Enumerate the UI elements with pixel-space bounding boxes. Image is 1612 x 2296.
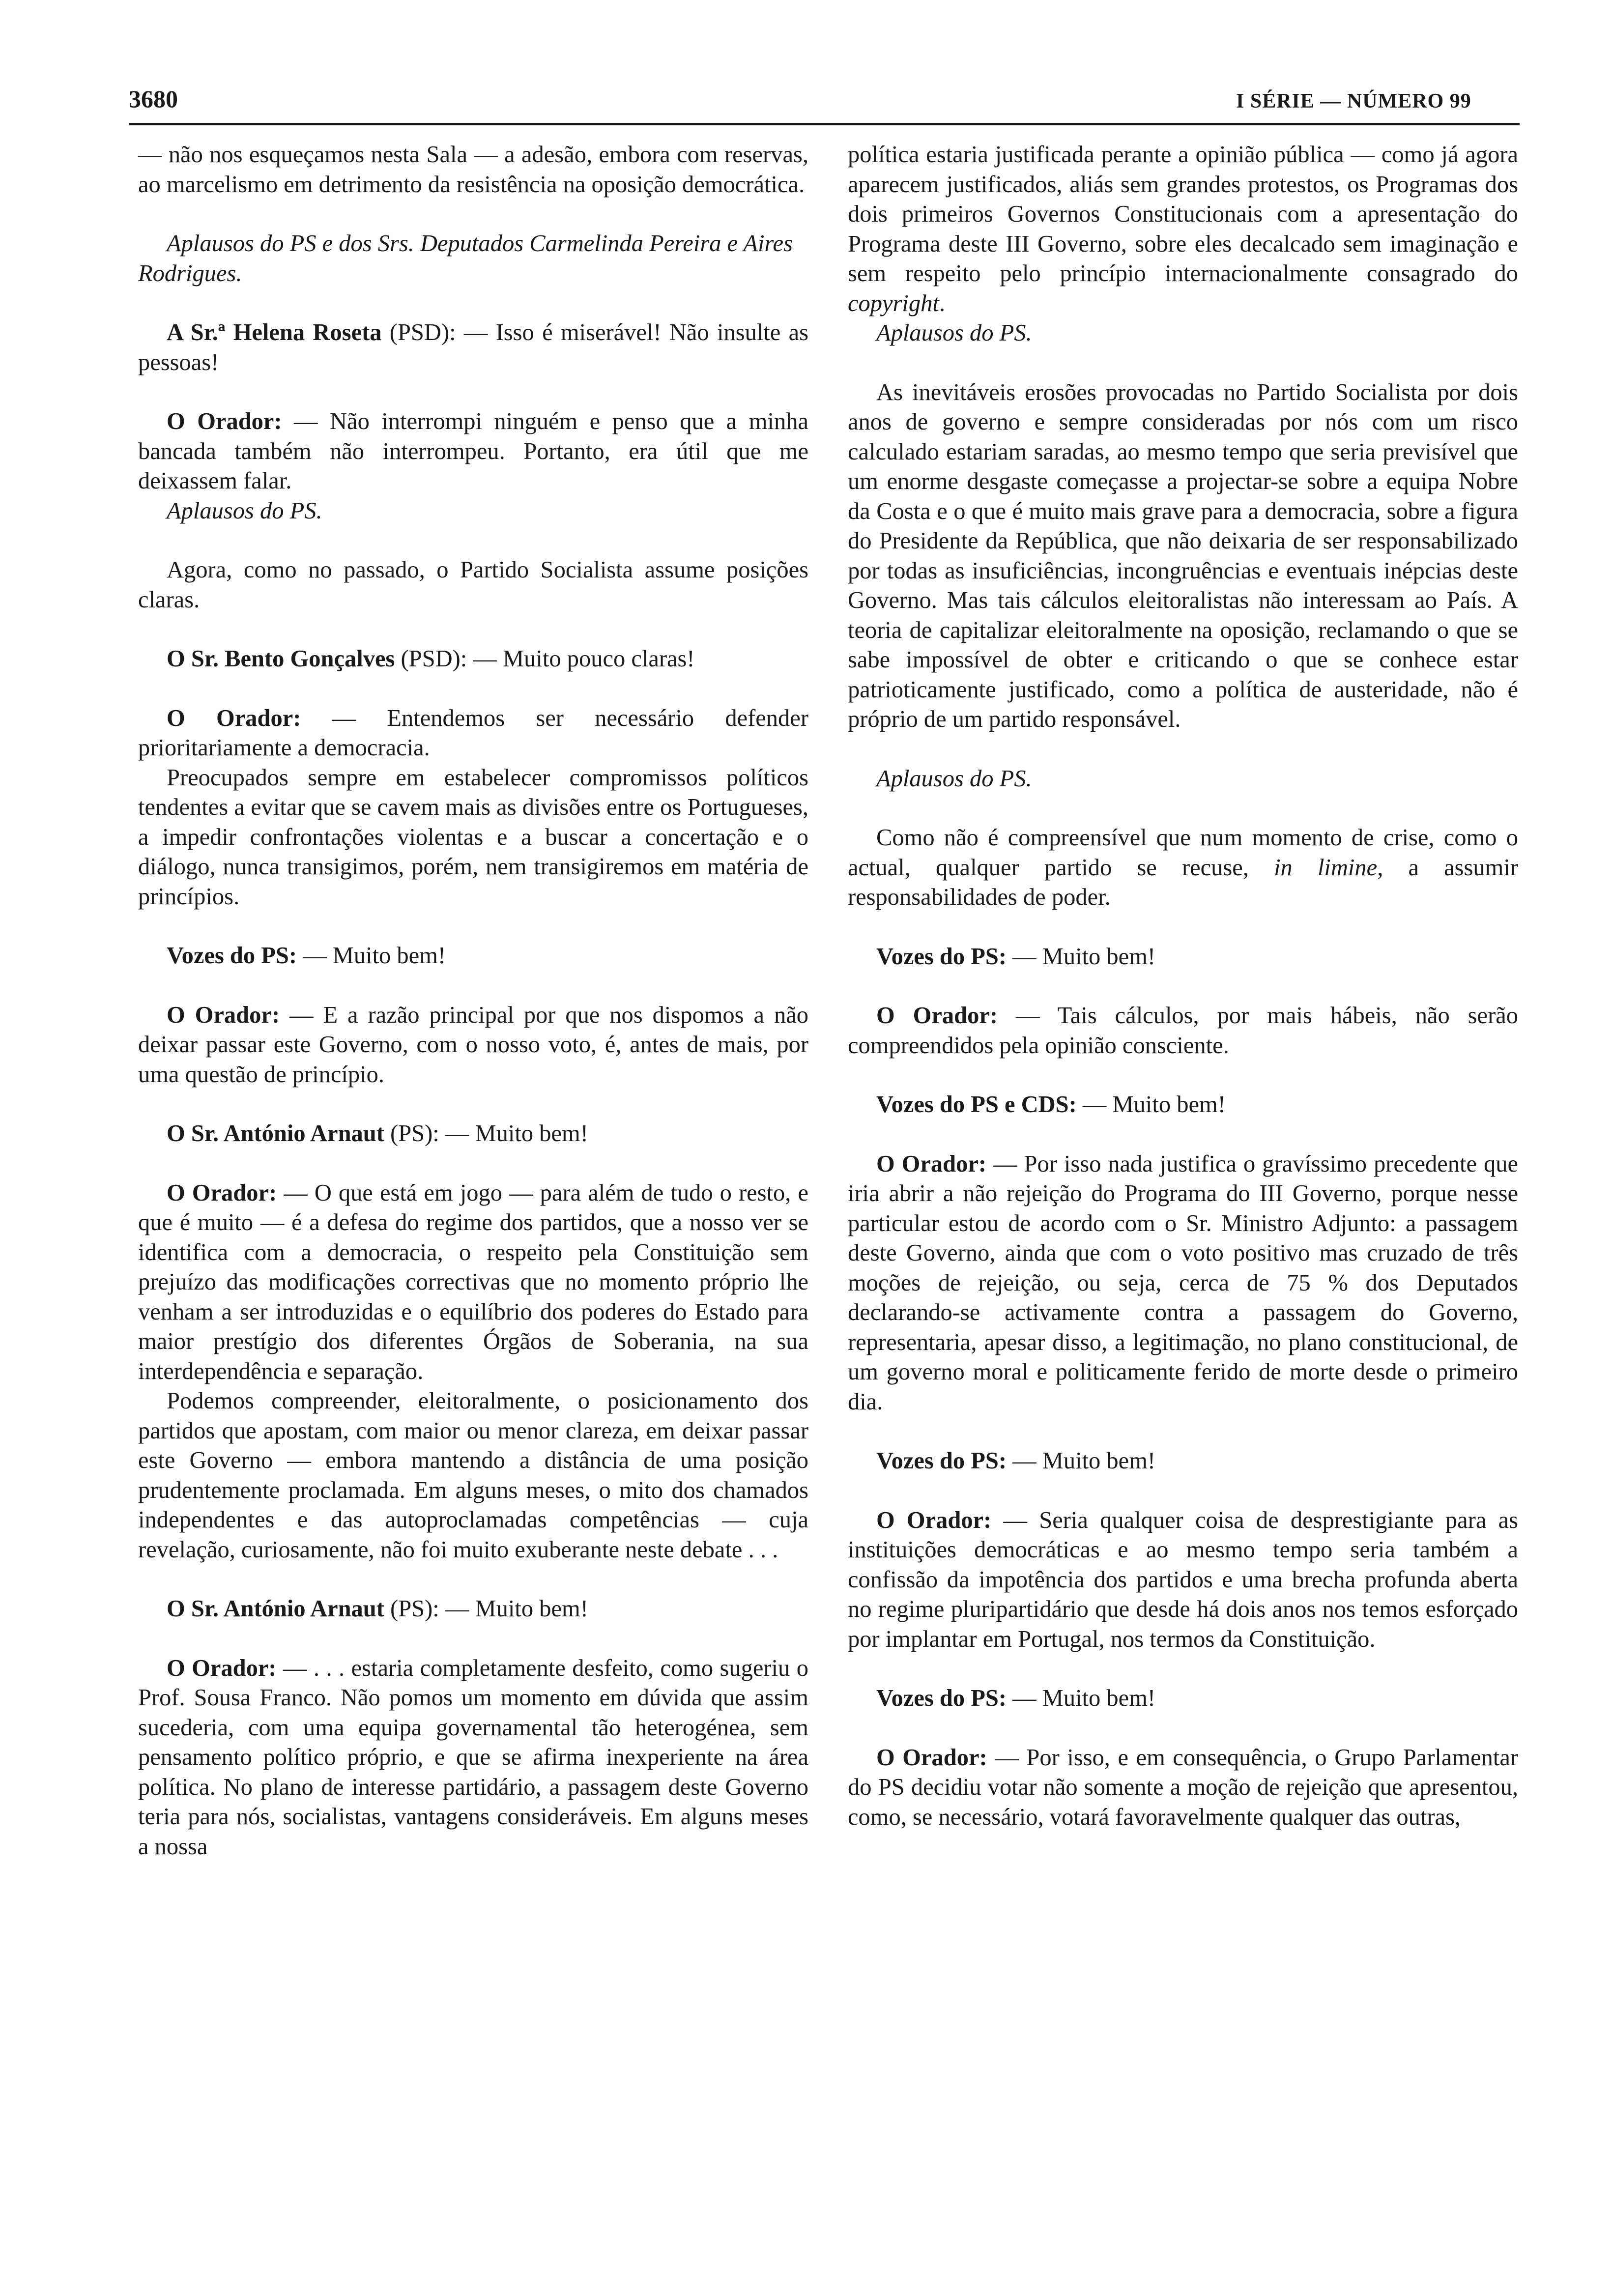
paragraph [848, 1446, 1518, 1476]
speech-text: — Por isso nada justifica o gravíssimo precedente que iria abrir a não rejeição do Programa do III Governo, porque nesse particular estou de acordo com o Sr. Ministro Adjunto: a passagem deste Governo, ainda que com o voto positivo mas cruzado de três moções de rejeição, ou seja, cerca de 75 % dos Deputados declarando-se activamente contra a passagem do Governo, representaria, apesar disso, a legitimação, no plano constitucional, de um governo moral e politicamente ferido de morte desde o primeiro dia. [848, 1150, 1518, 1415]
paragraph: Agora, como no passado, o Partido Socialista assume posições claras. [138, 557, 808, 613]
speaker-name: O Orador: [876, 1150, 987, 1177]
paragraph [848, 1090, 1518, 1120]
paragraph [848, 1001, 1518, 1061]
speaker-name: O Orador: [876, 1744, 987, 1771]
speech-text: . [939, 290, 946, 316]
speaker-name: O Sr. António Arnaut [167, 1596, 384, 1622]
paragraph [138, 1178, 808, 1387]
speech-text: — Por isso, e em consequência, o Grupo Parlamentar do PS decidiu votar não somente a moção de rejeição que apresentou, como, se necessário, votará favoravelmente qualquer das outras, [848, 1744, 1518, 1830]
speech-text: — Tais cálculos, por mais hábeis, não serão compreendidos pela opinião consciente. [848, 1003, 1518, 1059]
foreign-term: copyright [848, 290, 939, 316]
speaker-name: Vozes do PS e CDS: [876, 1091, 1077, 1118]
paragraph: Preocupados sempre em estabelecer compromissos políticos tendentes a evitar que se cavem mais as divisões entre os Portugueses, a impedir confrontações violentas e a buscar a concertação e o diálogo, nunca transigimos, porém, nem transigiremos em matéria de princípios. [138, 764, 808, 910]
speaker-name: Vozes do PS: [167, 943, 297, 969]
speech-text: (PSD): — Isso é miserável! Não insulte as pessoas! [138, 319, 808, 375]
paragraph [848, 1743, 1518, 1833]
page-number: 3680 [129, 85, 178, 113]
speech-text: — Não interrompi ninguém e penso que a minha bancada também não interrompeu. Portanto, era útil que me deixassem falar. [138, 408, 808, 494]
speaker-name: O Orador: [167, 1655, 277, 1681]
paragraph [848, 1149, 1518, 1417]
speaker-name: O Orador: [167, 705, 301, 731]
speaker-name: O Orador: [876, 1003, 998, 1029]
speaker-name: Vozes do PS: [876, 1685, 1007, 1711]
speaker-name: Vozes do PS: [876, 943, 1007, 970]
paragraph: — não nos esqueçamos nesta Sala — a adesão, embora com reservas, ao marcelismo em detrimento da resistência na oposição democrática. [138, 142, 808, 198]
applause-note: Aplausos do PS. [876, 320, 1032, 346]
speaker-name: A Sr.ª Helena Roseta [167, 319, 382, 345]
speaker-name: O Orador: [167, 408, 282, 434]
applause-note: Aplausos do PS. [876, 765, 1032, 792]
paragraph [138, 407, 808, 496]
paragraph [848, 140, 1518, 318]
paragraph [848, 1684, 1518, 1714]
speech-text: — Entendemos ser necessário defender prioritariamente a democracia. [138, 705, 808, 761]
speech-text: — Muito bem! [1006, 943, 1156, 970]
paragraph [138, 1119, 808, 1149]
right-column [848, 140, 1518, 1862]
left-column [138, 140, 808, 1891]
speech-text: política estaria justificada perante a opinião pública — como já agora aparecem justificados, aliás sem grandes protestos, os Programas dos dois primeiros Governos Constitucionais com a apresentação do Programa deste III Governo, sobre eles decalcado sem imaginação e sem respeito pelo princípio internacionalmente consagrado do [848, 142, 1518, 287]
paragraph [138, 941, 808, 971]
speech-text: — Seria qualquer coisa de desprestigiante para as instituições democráticas e ao mesmo tempo seria também a confissão da impotência dos partidos e uma brecha profunda aberta no regime pluripartidário que desde há dois anos nos temos esforçado por implantar em Portugal, nos termos da Constituição. [848, 1507, 1518, 1652]
speech-text: — Muito bem! [1006, 1685, 1156, 1711]
speech-text: — O que está em jogo — para além de tudo o resto, e que é muito — é a defesa do regime dos partidos, que a nosso ver se identifica com a democracia, o respeito pela Constituição sem prejuízo das modificações correctivas que no momento próprio lhe venham a ser introduzidas e o equilíbrio dos poderes do Estado para maior prestígio dos diferentes Órgãos de Soberania, na sua interdependência e separação. [138, 1179, 808, 1384]
paragraph: As inevitáveis erosões provocadas no Partido Socialista por dois anos de governo e sempre consideradas por nós com um risco calculado estariam saradas, ao mesmo tempo que seria previsível que um enorme desgaste começasse a projectar-se sobre a equipa Nobre da Costa e o que é muito mais grave para a democracia, sobre a figura do Presidente da República, que não deixaria de ser responsabilizado por todas as insuficiências, incongruências e eventuais inépcias deste Governo. Mas tais cálculos eleitoralistas não interessam ao País. A teoria de capitalizar eleitoralmente na oposição, reclamando o que se sabe impossível de obter e criticando o que se conhece estar patrioticamente justificado, como a política de austeridade, não é próprio de um partido responsável. [848, 379, 1518, 732]
paragraph [138, 704, 808, 763]
series-header: I SÉRIE — NÚMERO 99 [1236, 90, 1471, 113]
paragraph [848, 942, 1518, 972]
foreign-term: in limine [1274, 854, 1378, 881]
speaker-name: Vozes do PS: [876, 1448, 1007, 1474]
paragraph [138, 644, 808, 674]
speech-text: — . . . estaria completamente desfeito, como sugeriu o Prof. Sousa Franco. Não pomos um momento em dúvida que assim sucederia, com uma equipa governamental tão heterogénea, sem pensamento político próprio, e que se afirma inexperiente na área política. No plano de interesse partidário, a passagem deste Governo teria para nós, socialistas, vantagens consideráveis. Em alguns meses a nossa [138, 1655, 808, 1860]
paragraph [138, 1654, 808, 1862]
paragraph [848, 1506, 1518, 1655]
speaker-name: O Orador: [876, 1507, 992, 1533]
paragraph [138, 1001, 808, 1090]
speech-text: , a assumir responsabilidades de poder. [848, 854, 1519, 910]
paragraph [138, 1594, 808, 1624]
speaker-name: O Orador: [167, 1179, 277, 1206]
speech-text: Como não é compreensível que num momento de crise, como o actual, qualquer partido se recuse, [848, 825, 1518, 881]
speech-text: — Muito bem! [296, 943, 446, 969]
speaker-name: O Sr. António Arnaut [167, 1120, 384, 1147]
speech-text: (PS): — Muito bem! [384, 1120, 588, 1147]
speech-text: — Muito bem! [1076, 1091, 1226, 1118]
applause-note: Aplausos do PS e dos Srs. Deputados Carmelinda Pereira e Aires Rodrigues. [138, 230, 793, 287]
speech-text: — Muito bem! [1006, 1448, 1156, 1474]
speaker-name: O Orador: [167, 1002, 280, 1028]
paragraph: Podemos compreender, eleitoralmente, o posicionamento dos partidos que apostam, com maior ou menor clareza, em deixar passar este Governo — embora mantendo a distância de uma posição prudentemente proclamada. Em alguns meses, o mito dos chamados independentes e das autoproclamadas competências — cuja revelação, curiosamente, não foi muito exuberante neste debate . . . [138, 1388, 808, 1563]
speech-text: (PSD): — Muito pouco claras! [395, 646, 695, 672]
speech-text: — E a razão principal por que nos dispomos a não deixar passar este Governo, com o nosso voto, é, antes de mais, por uma questão de princípio. [138, 1002, 808, 1088]
header-rule [129, 123, 1520, 125]
speech-text: (PS): — Muito bem! [384, 1596, 588, 1622]
applause-note: Aplausos do PS. [167, 497, 322, 524]
speaker-name: O Sr. Bento Gonçalves [167, 646, 395, 672]
paragraph [848, 823, 1518, 913]
paragraph [138, 318, 808, 377]
